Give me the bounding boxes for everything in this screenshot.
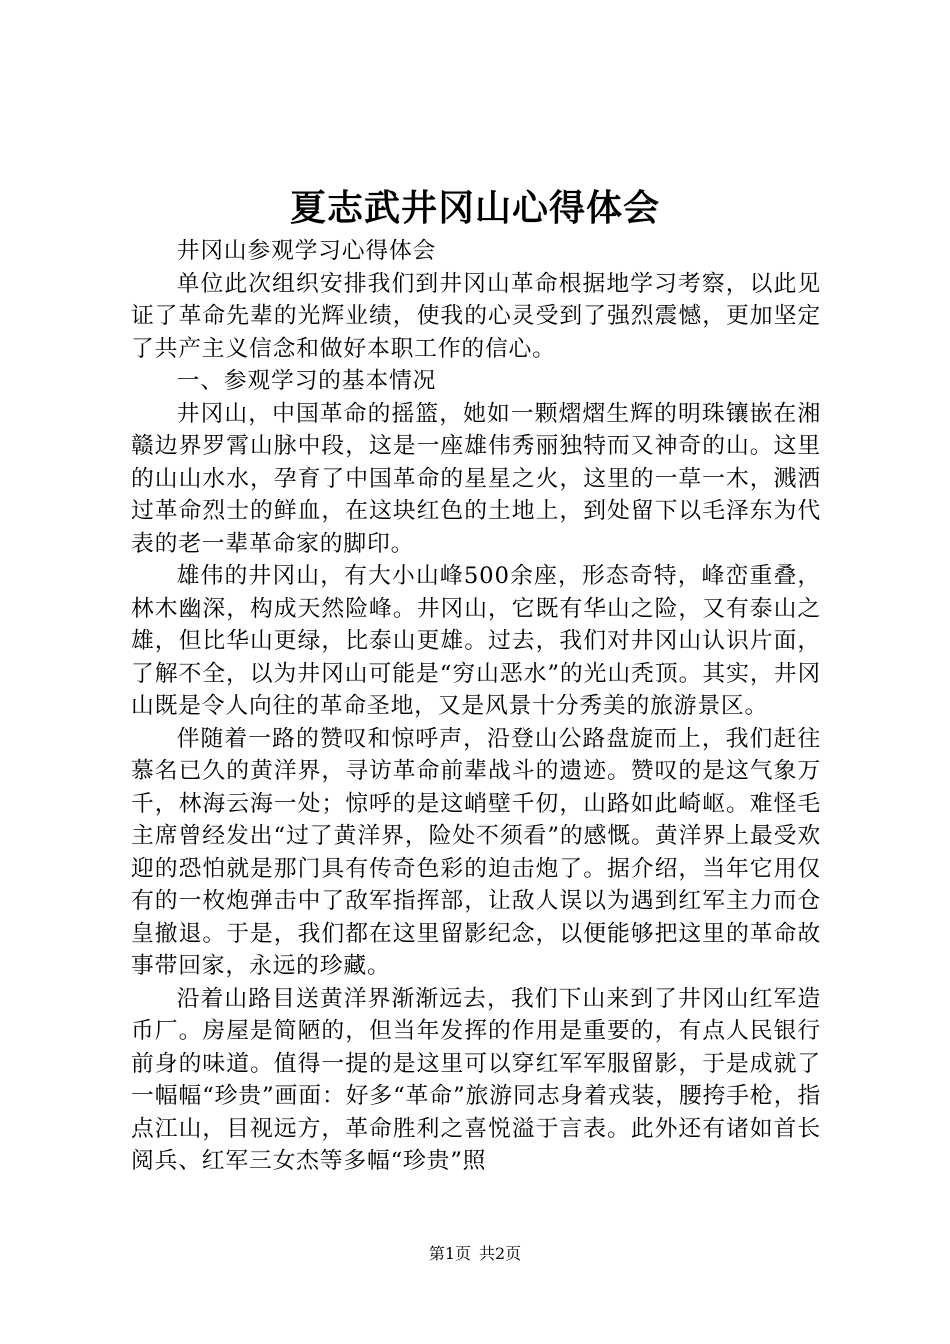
paragraph-intro: 单位此次组织安排我们到井冈山革命根据地学习考察，以此见证了革命先辈的光辉业绩，使我的心灵受到了强烈震憾，更加坚定了共产主义信念和做好本职工作的信心。 — [131, 270, 821, 362]
page-footer — [0, 1243, 950, 1265]
page-number: 第1页 — [428, 1244, 471, 1263]
section-heading: 一、参观学习的基本情况 — [176, 368, 437, 394]
paragraph: 井冈山，中国革命的摇篮，她如一颗熠熠生辉的明珠镶嵌在湘赣边界罗霄山脉中段，这是一座雄伟秀丽独特而又神奇的山。这里的山山水水，孕育了中国革命的星星之火，这里的一草一木，溅洒过革命烈士的鲜血，在这块红色的土地上，到处留下以毛泽东为代表的老一辈革命家的脚印。 — [131, 400, 821, 557]
paragraph-subtitle: 井冈山参观学习心得体会 — [176, 238, 437, 264]
document-body — [131, 235, 821, 1178]
paragraph: 沿着山路目送黄洋界渐渐远去，我们下山来到了井冈山红军造币厂。房屋是简陋的，但当年发挥的作用是重要的，有点人民银行前身的味道。值得一提的是这里可以穿红军军服留影，于是成就了一幅幅“珍贵”画面：好多“革命”旅游同志身着戎装，腰挎手枪，指点江山，目视远方，革命胜利之喜悦溢于言表。此外还有诸如首长阅兵、红军三女杰等多幅“珍贵”照 — [131, 985, 821, 1174]
page-total: 共2页 — [479, 1244, 522, 1263]
paragraph: 雄伟的井冈山，有大小山峰500余座，形态奇特，峰峦重叠，林木幽深，构成天然险峰。井冈山，它既有华山之险，又有泰山之雄，但比华山更绿，比泰山更雄。过去，我们对井冈山认识片面，了解不全，以为井冈山可能是“穷山恶水”的光山秃顶。其实，井冈山既是令人向往的革命圣地，又是风景十分秀美的旅游景区。 — [131, 563, 821, 719]
paragraph: 伴随着一路的赞叹和惊呼声，沿登山公路盘旋而上，我们赶往慕名已久的黄洋界，寻访革命前辈战斗的遗迹。赞叹的是这气象万千，林海云海一处；惊呼的是这峭壁千仞，山路如此崎岖。难怪毛主席曾经发出“过了黄洋界，险处不须看”的感慨。黄洋界上最受欢迎的恐怕就是那门具有传奇色彩的迫击炮了。据介绍，当年它用仅有的一枚炮弹击中了敌军指挥部，让敌人误以为遇到红军主力而仓皇撤退。于是，我们都在这里留影纪念，以便能够把这里的革命故事带回家，永远的珍藏。 — [131, 725, 821, 979]
document-title: 夏志武井冈山心得体会 — [289, 187, 660, 229]
